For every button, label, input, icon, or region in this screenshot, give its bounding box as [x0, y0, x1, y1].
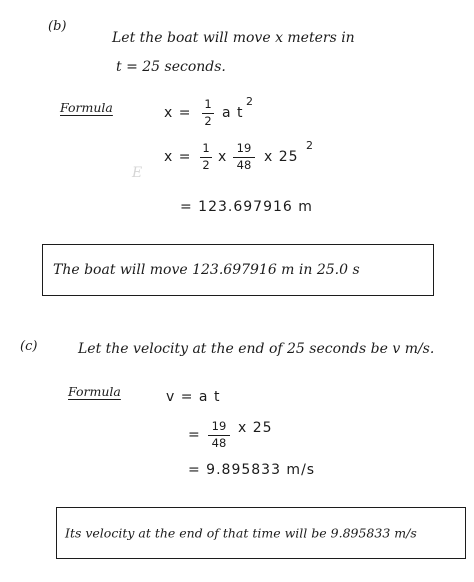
part-c-eq2-frac-num: 19 — [211, 419, 227, 433]
part-c-formula-label: Formula — [68, 384, 121, 399]
part-c-intro: Let the velocity at the end of 25 seconds be v m/s. — [78, 341, 435, 357]
part-b-eq2-exponent: 2 — [306, 139, 314, 152]
part-c-eq2-equals: = — [188, 427, 201, 443]
part-c-eq1: v = a t — [166, 389, 221, 405]
faint-mark: E — [132, 165, 143, 181]
part-c-eq2-frac-den: 48 — [211, 435, 227, 450]
part-b-eq2-frac2-num: 19 — [236, 141, 252, 155]
part-c-label: (c) — [20, 339, 38, 354]
part-b-eq2-fraction1 — [200, 143, 212, 171]
part-b-eq1-frac-den: 2 — [204, 113, 212, 128]
part-b-eq1-frac-num: 1 — [204, 97, 212, 111]
part-b-eq1-exponent: 2 — [246, 95, 254, 108]
part-b-eq2-frac1-num: 1 — [202, 141, 210, 155]
part-c-answer-text: Its velocity at the end of that time will be 9.895833 m/s — [65, 525, 417, 541]
part-b-eq3: = 123.697916 m — [180, 199, 313, 215]
part-c-answer-box — [56, 507, 466, 559]
part-b-eq1-fraction — [202, 99, 214, 127]
part-b-intro-line1: Let the boat will move x meters in — [112, 30, 355, 46]
part-b-formula-label: Formula — [60, 100, 113, 115]
part-b-intro-line2: t = 25 seconds. — [116, 59, 226, 75]
part-c-eq2-fraction — [208, 421, 230, 449]
part-b-eq2-frac2-den: 48 — [236, 157, 252, 172]
part-b-eq1-rhs: a t — [222, 105, 244, 121]
part-b-eq2-frac1-den: 2 — [202, 157, 210, 172]
part-b-answer-box — [42, 244, 434, 296]
part-c-eq2-times: x 25 — [238, 420, 273, 436]
part-b-label: (b) — [48, 19, 67, 34]
part-c-eq3: = 9.895833 m/s — [188, 462, 316, 478]
part-b-eq2-fraction2 — [233, 143, 255, 171]
part-b-eq1-lhs: x = — [164, 105, 192, 121]
part-b-eq2-times1: x — [218, 149, 228, 165]
part-b-answer-text: The boat will move 123.697916 m in 25.0 s — [53, 262, 360, 278]
part-b-eq2-lhs: x = — [164, 149, 192, 165]
part-b-eq2-times2: x 25 — [264, 149, 299, 165]
